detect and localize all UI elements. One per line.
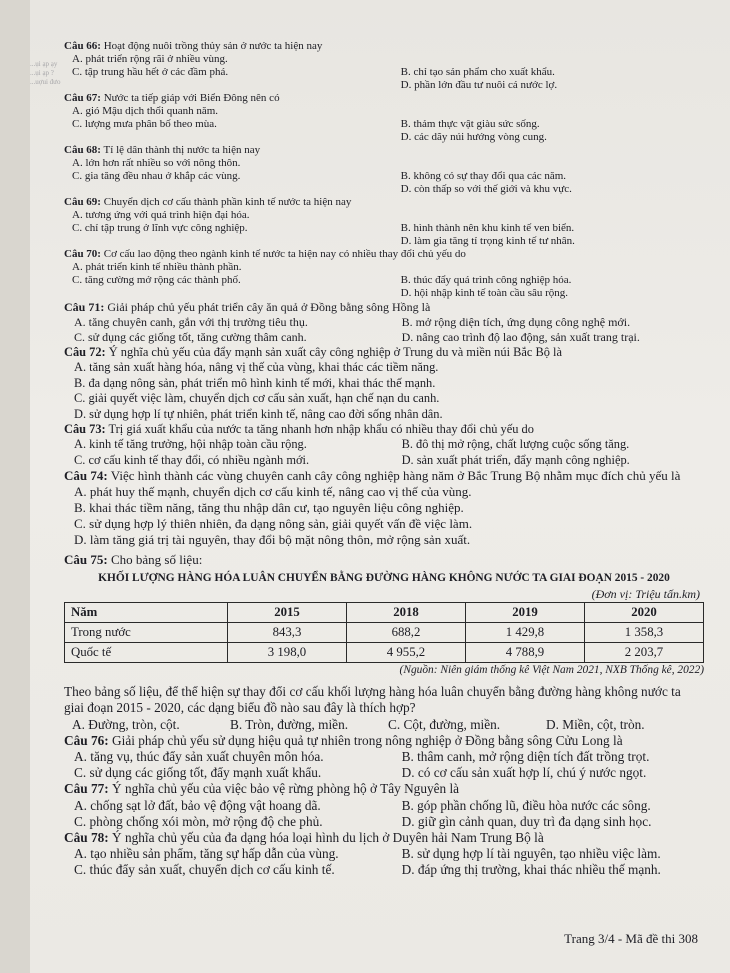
- margin-line: ...ụi ạp ạy: [30, 60, 58, 68]
- option-spacer: [401, 261, 704, 274]
- answer-options: [64, 846, 704, 878]
- answer-options: [64, 798, 704, 830]
- question-text: Ý nghĩa chủ yếu của việc bảo vệ rừng phòng hộ ở Tây Nguyên là: [112, 781, 460, 797]
- option-b[interactable]: B. không có sự thay đổi qua các năm.: [400, 170, 567, 182]
- answer-options: [64, 484, 704, 548]
- question-text: Ý nghĩa chủ yếu của đa dạng hóa loại hình du lịch ở Duyên hải Nam Trung Bộ là: [112, 829, 544, 845]
- option-spacer: [72, 287, 401, 300]
- question-74: [64, 468, 704, 548]
- option-c[interactable]: C. giải quyết việc làm, chuyển dịch cơ cấu sản xuất, hạn chế nạn du canh.: [74, 391, 440, 406]
- option-d[interactable]: D. Miền, cột, tròn.: [546, 716, 645, 732]
- option-spacer: [72, 131, 401, 144]
- option-a[interactable]: A. phát triển rộng rãi ở nhiều vùng.: [72, 53, 228, 65]
- question-number: Câu 67:: [64, 92, 101, 104]
- option-c[interactable]: C. chỉ tập trung ở lĩnh vực công nghiệp.: [72, 222, 248, 234]
- option-a[interactable]: A. phát triển kinh tế nhiều thành phần.: [72, 261, 242, 273]
- table-header-cell: 2015: [228, 602, 347, 622]
- option-c[interactable]: C. tập trung hầu hết ở các đầm phá.: [72, 66, 229, 78]
- page-number: Trang 3/4 - Mã đề thi 308: [564, 931, 698, 946]
- option-b[interactable]: B. thúc đẩy quá trình công nghiệp hóa.: [400, 274, 572, 286]
- question-78: [64, 830, 704, 879]
- table-header-cell: Năm: [65, 602, 228, 622]
- question-75: [64, 552, 704, 568]
- table-header-cell: 2018: [347, 602, 466, 622]
- question-number: Câu 68:: [64, 144, 101, 156]
- table-title: KHỐI LƯỢNG HÀNG HÓA LUÂN CHUYỂN BẰNG ĐƯỜNG HÀNG KHÔNG NƯỚC TA GIAI ĐOẠN 2015 - 2020: [98, 572, 670, 585]
- exam-page: [30, 0, 730, 973]
- option-b[interactable]: B. khai thác tiềm năng, tăng thu nhập dân cư, tạo nguyên liệu công nghiệp.: [74, 500, 464, 516]
- table-cell: 688,2: [347, 622, 466, 642]
- table-cell: 3 198,0: [228, 642, 347, 662]
- question-number: Câu 78:: [64, 829, 109, 845]
- option-a[interactable]: A. gió Mậu dịch thổi quanh năm.: [72, 105, 219, 117]
- option-d[interactable]: D. đáp ứng thị trường, khai thác nhiều thế mạnh.: [401, 862, 661, 878]
- option-c[interactable]: C. thúc đẩy sản xuất, chuyển dịch cơ cấu kinh tế.: [74, 862, 335, 878]
- option-c[interactable]: C. sử dụng hợp lý thiên nhiên, đa dạng nông sản, giải quyết vấn đề việc làm.: [74, 516, 473, 532]
- margin-line: ...ụi ạp ?: [30, 69, 54, 77]
- option-d[interactable]: D. sản xuất phát triển, đẩy mạnh công nghiệp.: [401, 452, 630, 467]
- option-a[interactable]: A. Đường, tròn, cột.: [72, 716, 180, 732]
- option-b[interactable]: B. góp phần chống lũ, điều hòa nước các sông.: [401, 797, 651, 813]
- option-a[interactable]: A. lớn hơn rất nhiều so với nông thôn.: [72, 157, 241, 169]
- option-b[interactable]: B. mở rộng diện tích, ứng dụng công nghệ mới.: [401, 315, 631, 329]
- question-text: Giải pháp chủ yếu phát triển cây ăn quả ở Đồng bằng sông Hồng là: [107, 300, 431, 314]
- option-c[interactable]: C. tăng cường mở rộng các thành phố.: [72, 274, 241, 286]
- option-c[interactable]: C. cơ cấu kinh tế thay đổi, có nhiều ngành mới.: [74, 452, 310, 467]
- question-text: Việc hình thành các vùng chuyên canh cây công nghiệp hàng năm ở Bắc Trung Bộ nhằm mục đích chủ yếu là: [110, 468, 681, 484]
- option-spacer: [401, 105, 704, 118]
- question-text: Hoạt động nuôi trồng thủy sản ở nước ta hiện nay: [103, 40, 323, 52]
- option-a[interactable]: A. tăng chuyên canh, gắn với thị trường tiêu thụ.: [74, 315, 308, 329]
- question-text: Giải pháp chủ yếu sử dụng hiệu quả tự nhiên trong nông nghiệp ở Đồng bằng sông Cửu Long là: [112, 732, 623, 748]
- question-66: [64, 40, 704, 92]
- table-header-cell: 2019: [466, 602, 585, 622]
- question-text: Cơ cấu lao động theo ngành kinh tế nước ta hiện nay có nhiều thay đổi chủ yếu do: [103, 248, 466, 260]
- question-70: [64, 248, 704, 300]
- data-table: [64, 602, 704, 663]
- answer-options: [64, 261, 704, 300]
- question-71: [64, 300, 704, 345]
- answer-options: [64, 157, 704, 196]
- question-number: Câu 72:: [64, 345, 106, 359]
- question-77: [64, 781, 704, 830]
- option-b[interactable]: B. Tròn, đường, miền.: [230, 716, 349, 732]
- exam-content: [64, 40, 704, 879]
- question-69: [64, 196, 704, 248]
- table-cell: Quốc tế: [65, 642, 228, 662]
- option-b[interactable]: B. sử dụng hợp lí tài nguyên, tạo nhiều việc làm.: [401, 846, 661, 862]
- option-a[interactable]: A. phát huy thế mạnh, chuyển dịch cơ cấu kinh tế, nâng cao vị thế của vùng.: [74, 484, 472, 500]
- answer-options: [64, 360, 704, 422]
- answer-options: [64, 437, 704, 468]
- question-text: Cho bảng số liệu:: [110, 552, 203, 568]
- question-text: Tỉ lệ dân thành thị nước ta hiện nay: [103, 144, 261, 156]
- option-c[interactable]: C. gia tăng đều nhau ở khắp các vùng.: [72, 170, 241, 182]
- option-d[interactable]: D. giữ gìn cảnh quan, duy trì đa dạng sinh học.: [401, 813, 652, 829]
- option-c[interactable]: C. Cột, đường, miền.: [388, 716, 501, 732]
- option-a[interactable]: A. tăng sản xuất hàng hóa, nâng vị thế của vùng, khai thác các tiềm năng.: [74, 360, 439, 375]
- option-d[interactable]: D. sử dụng hợp lí tự nhiên, phát triển kinh tế, nâng cao đời sống nhân dân.: [74, 406, 443, 421]
- question-67: [64, 92, 704, 144]
- option-spacer: [72, 235, 401, 248]
- option-c[interactable]: C. sử dụng các giống tốt, tăng cường thâm canh.: [74, 330, 307, 344]
- table-cell: 843,3: [228, 622, 347, 642]
- option-d[interactable]: D. hội nhập kinh tế toàn cầu sâu rộng.: [400, 287, 569, 299]
- table-cell: 4 955,2: [347, 642, 466, 662]
- option-d[interactable]: D. làm tăng giá trị tài nguyên, thay đổi bộ mặt nông thôn, mở rộng sản xuất.: [74, 532, 471, 548]
- option-spacer: [401, 209, 704, 222]
- question-text: Trị giá xuất khẩu của nước ta tăng nhanh hơn nhập khẩu có nhiều thay đổi chủ yếu do: [108, 422, 534, 437]
- question-number: Câu 73:: [64, 422, 106, 437]
- question-number: Câu 70:: [64, 248, 101, 260]
- option-a[interactable]: A. kinh tế tăng trưởng, hội nhập toàn cầu rộng.: [74, 437, 307, 452]
- question-73: [64, 422, 704, 468]
- table-cell: 1 429,8: [466, 622, 585, 642]
- table-cell: 4 788,9: [466, 642, 585, 662]
- option-d[interactable]: D. làm gia tăng tỉ trọng kinh tế tư nhân.: [400, 235, 575, 247]
- question-number: Câu 69:: [64, 196, 101, 208]
- answer-options: [64, 209, 704, 248]
- question-76: [64, 733, 704, 782]
- table-unit: (Đơn vị: Triệu tấn.km): [591, 586, 700, 601]
- option-spacer: [401, 157, 704, 170]
- option-spacer: [401, 53, 704, 66]
- option-c[interactable]: C. sử dụng các giống tốt, đẩy mạnh xuất khẩu.: [74, 765, 322, 781]
- answer-options: [64, 53, 704, 92]
- table-row: [65, 622, 704, 642]
- option-b[interactable]: B. đô thị mở rộng, chất lượng cuộc sống tăng.: [401, 437, 630, 452]
- option-c[interactable]: C. lượng mưa phân bố theo mùa.: [72, 118, 217, 130]
- option-d[interactable]: D. các dãy núi hướng vòng cung.: [400, 131, 547, 143]
- option-b[interactable]: B. chỉ tạo sản phẩm cho xuất khẩu.: [400, 66, 555, 78]
- option-b[interactable]: B. hình thành nên khu kinh tế ven biển.: [400, 222, 575, 234]
- option-a[interactable]: A. chống sạt lở đất, bảo vệ động vật hoang dã.: [74, 797, 321, 813]
- question-number: Câu 75:: [64, 552, 108, 568]
- question-text: Chuyển dịch cơ cấu thành phần kinh tế nước ta hiện nay: [103, 196, 352, 208]
- option-d[interactable]: D. phần lớn đầu tư nuôi cá nước lợ.: [400, 79, 558, 91]
- table-source: (Nguồn: Niên giám thống kê Việt Nam 2021, NXB Thống kê, 2022): [399, 663, 704, 676]
- option-d[interactable]: D. nâng cao trình độ lao động, sản xuất trang trại.: [401, 330, 640, 344]
- question-number: Câu 76:: [64, 732, 109, 748]
- option-b[interactable]: B. đa dạng nông sản, phát triển mô hình kinh tế mới, khai thác thế mạnh.: [74, 375, 436, 390]
- option-c[interactable]: C. phòng chống xói mòn, mở rộng độ che phủ.: [74, 813, 323, 829]
- question-text: Nước ta tiếp giáp với Biển Đông nên có: [103, 92, 280, 104]
- question-text: Ý nghĩa chủ yếu của đẩy mạnh sản xuất cây công nghiệp ở Trung du và miền núi Bắc Bộ là: [108, 345, 562, 359]
- option-spacer: [72, 79, 401, 92]
- option-b[interactable]: B. thảm thực vật giàu sức sống.: [400, 118, 540, 130]
- answer-options: [64, 105, 704, 144]
- table-cell: Trong nước: [65, 622, 228, 642]
- question-number: Câu 77:: [64, 781, 109, 797]
- question-68: [64, 144, 704, 196]
- question-number: Câu 71:: [64, 300, 105, 314]
- option-a[interactable]: A. tạo nhiều sản phẩm, tăng sự hấp dẫn của vùng.: [74, 846, 339, 862]
- table-header-row: [65, 602, 704, 622]
- question-number: Câu 66:: [64, 40, 101, 52]
- question-prompt: Theo bảng số liệu, để thể hiện sự thay đổi cơ cấu khối lượng hàng hóa luân chuyển bằng đường hàng không nước ta giai đoạn 2015 - 2020, các dạng biểu đồ nào sau đây là thích hợp?: [64, 684, 681, 716]
- bleed-through-margin: [30, 60, 64, 120]
- option-a[interactable]: A. tăng vụ, thúc đẩy sản xuất chuyên môn hóa.: [74, 748, 324, 764]
- option-d[interactable]: D. còn thấp so với thế giới và khu vực.: [400, 183, 572, 195]
- table-header-cell: 2020: [585, 602, 704, 622]
- question-75-body: [64, 684, 704, 733]
- answer-options: [64, 749, 704, 781]
- question-number: Câu 74:: [64, 468, 108, 484]
- margin-line: ...uợui đưo: [30, 78, 61, 86]
- table-cell: 2 203,7: [585, 642, 704, 662]
- option-a[interactable]: A. tương ứng với quá trình hiện đại hóa.: [72, 209, 250, 221]
- option-b[interactable]: B. thâm canh, mở rộng diện tích đất trồng trọt.: [401, 748, 650, 764]
- option-spacer: [72, 183, 401, 196]
- table-cell: 1 358,3: [585, 622, 704, 642]
- question-72: [64, 345, 704, 422]
- answer-options: [64, 717, 704, 733]
- table-row: [65, 642, 704, 662]
- answer-options: [64, 315, 704, 345]
- option-d[interactable]: D. có cơ cấu sản xuất hợp lí, chú ý nước ngọt.: [401, 765, 647, 781]
